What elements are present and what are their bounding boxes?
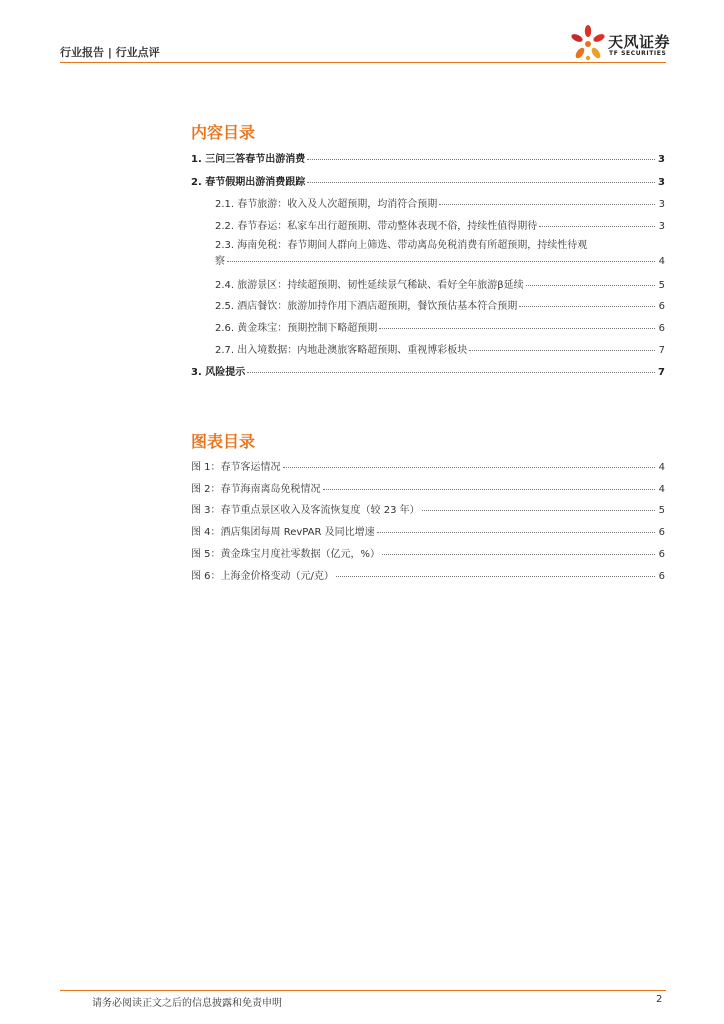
figures-title: 图表目录 <box>191 432 256 451</box>
toc-entry[interactable]: 2.6. 黄金珠宝：预期控制下略超预期 6 <box>215 323 665 334</box>
figure-entry[interactable]: 图 6：上海金价格变动（元/克） 6 <box>191 571 665 582</box>
toc-entry[interactable]: 2.2. 春节春运：私家车出行超预期、带动整体表现不俗，持续性值得期待 3 <box>215 221 665 232</box>
report-category: 行业报告 | 行业点评 <box>60 46 160 59</box>
toc-entry[interactable]: 2.1. 春节旅游：收入及人次超预期，均消符合预期 3 <box>215 199 665 210</box>
logo-text-cn: 天风证券 <box>608 33 671 51</box>
header-divider <box>60 62 666 63</box>
figure-entry[interactable]: 图 4：酒店集团每周 RevPAR 及同比增速 6 <box>191 527 665 538</box>
toc-entry[interactable]: 2.4. 旅游景区：持续超预期、韧性延续景气稀缺、看好全年旅游β延续 5 <box>215 280 665 291</box>
page-number: 2 <box>656 994 663 1005</box>
toc-entry[interactable]: 2.5. 酒店餐饮：旅游加持作用下酒店超预期，餐饮预估基本符合预期 6 <box>215 301 665 312</box>
footer-divider <box>60 990 666 991</box>
toc-entry[interactable]: 1. 三问三答春节出游消费 3 <box>191 154 665 165</box>
contents-title: 内容目录 <box>191 123 256 142</box>
company-logo <box>568 24 671 62</box>
toc-entry[interactable]: 3. 风险提示 7 <box>191 367 665 378</box>
toc-entry[interactable]: 2.3. 海南免税：春节期间人群向上筛选、带动离岛免税消费有所超预期，持续性待观 察 4 <box>215 240 665 267</box>
logo-text-en: TF SECURITIES <box>609 50 667 57</box>
tf-securities-flower-icon <box>568 24 608 62</box>
figure-entry[interactable]: 图 2：春节海南离岛免税情况 4 <box>191 484 665 495</box>
figure-entry[interactable]: 图 5：黄金珠宝月度社零数据（亿元，%） 6 <box>191 549 665 560</box>
toc-entry[interactable]: 2. 春节假期出游消费跟踪 3 <box>191 177 665 188</box>
toc-entry[interactable]: 2.7. 出入境数据：内地赴澳旅客略超预期、重视博彩板块 7 <box>215 345 665 356</box>
figure-entry[interactable]: 图 1：春节客运情况 4 <box>191 462 665 473</box>
disclaimer-text: 请务必阅读正文之后的信息披露和免责申明 <box>92 998 282 1009</box>
figure-entry[interactable]: 图 3：春节重点景区收入及客流恢复度（较 23 年） 5 <box>191 505 665 516</box>
